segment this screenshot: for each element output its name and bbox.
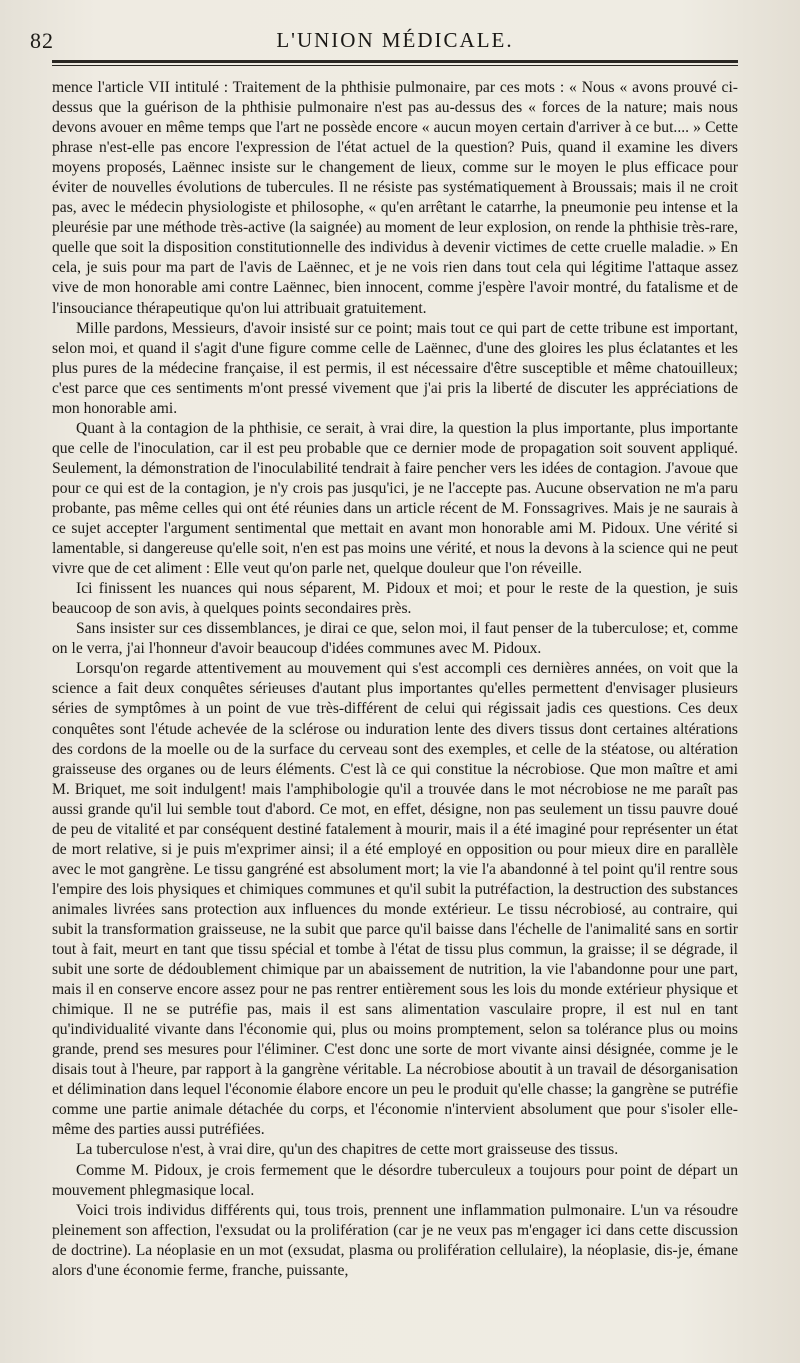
page-number: 82: [30, 28, 54, 53]
paragraph: Comme M. Pidoux, je crois fermement que le désordre tuberculeux a toujours pour point de départ un mouvement phlegmasique local.: [52, 1161, 738, 1199]
paragraph: Ici finissent les nuances qui nous séparent, M. Pidoux et moi; et pour le reste de la question, je suis beaucoop de son avis, à quelques points secondaires près.: [52, 580, 738, 618]
article-body: [52, 78, 738, 1281]
paragraph: Voici trois individus différents qui, tous trois, prennent une inflammation pulmonaire. L'un va résoudre pleinement son affection, l'exsudat ou la prolifération (car je ne veux pas m'engager ici dans cette discussion de doctrine). La néoplasie en un mot (exsudat, plasma ou prolifération cellulaire), la néoplasie, dis-je, émane alors d'une économie ferme, franche, puissante,: [52, 1201, 738, 1279]
paragraph: Mille pardons, Messieurs, d'avoir insisté sur ce point; mais tout ce qui part de cette tribune est important, selon moi, et quand il s'agit d'une figure comme celle de Laënnec, d'une des gloires les plus éclatantes et les plus pures de la médecine française, il est permis, il est nécessaire d'être susceptible et même chatouilleux; c'est parce que ces sentiments m'ont pressé vivement que j'ai pris la liberté de discuter les appréciations de mon honorable ami.: [52, 319, 738, 417]
paragraph: mence l'article VII intitulé : Traitement de la phthisie pulmonaire, par ces mots : « Nous « avons prouvé ci-dessus que la guérison de la phthisie pulmonaire n'est pas au-dessus des « forces de la nature; mais nous devons avouer en même temps que l'art ne possède encore « aucun moyen certain d'arriver à ce but.... » Cette phrase n'est-elle pas encore l'expression de l'état actuel de la question? Puis, quand il examine les divers moyens proposés, Laënnec insiste sur le changement de lieux, comme sur le moyen le plus efficace pour éviter de nouvelles évolutions de tubercules. Il ne résiste pas systématiquement à Broussais; mais il ne croit pas, avec le médecin physiologiste et philosophe, « qu'en arrêtant le catarrhe, la pneumonie peu intense et la pleurésie par une méthode très-active (la saignée) au moment de leur explosion, on rende la phthisie très-rare, quelle que soit la disposition constitutionnelle des individus à devenir victimes de cette cruelle maladie. » En cela, je suis pour ma part de l'avis de Laënnec, et je ne vois rien dans tout cela qui légitime l'attaque assez vive de mon honorable ami contre Laënnec, bien innocent, comme j'espère l'avoir montré, du fatalisme et de l'insouciance thérapeutique qu'on lui attribuait gratuitement.: [52, 79, 738, 317]
paragraph: Lorsqu'on regarde attentivement au mouvement qui s'est accompli ces dernières années, on voit que la science a fait deux conquêtes sérieuses d'autant plus importantes qu'elles permettent d'envisager plusieurs séries de symptômes à un point de vue très-différent de celui qui régissait jadis ces questions. Ces deux conquêtes sont l'étude achevée de la sclérose ou induration lente des divers tissus dont certaines altérations des cordons de la moelle ou de la surface du cerveau sont des exemples, et celle de la stéatose, ou altération graisseuse des organes ou de leurs éléments. C'est là ce qui constitue la nécrobiose. Que mon maître et ami M. Briquet, me soit indulgent! mais l'amphibologie qu'il a trouvée dans le mot nécrobiose ne me paraît pas aussi grande qu'il lui semble tout d'abord. Ce mot, en effet, désigne, non pas seulement un tissu pauvre doué de peu de vitalité et par conséquent destiné fatalement à mourir, mais il a été imaginé pour représenter un état de mort relative, si je puis m'exprimer ainsi; il a été employé en opposition ou pour mieux dire en parallèle avec le mot gangrène. Le tissu gangréné est absolument mort; la vie l'a abandonné à tel point qu'il rentre sous l'empire des lois physiques et chimiques communes et qu'il subit la putréfaction, la destruction des substances animales livrées sans protection aux influences du monde extérieur. Le tissu nécrobiosé, au contraire, qui subit la transformation graisseuse, ne la subit que parce qu'il baisse dans l'échelle de l'animalité sans en sortir tout à fait, meurt en tant que tissu spécial et tombe à l'état de tissu plus commun, la graisse; il se dégrade, il subit une sorte de dédoublement chimique par un abaissement de nutrition, la vie l'abandonne pour une part, mais il en conserve encore assez pour ne pas rentrer entièrement sous les lois du monde extérieur physique et chimique. Il ne se putréfie pas, mais il est sans alimentation vasculaire propre, il est nul en tant qu'individualité vivante dans l'économie qui, plus ou moins promptement, selon sa tolérance plus ou moins grande, prend ses mesures pour l'éliminer. C'est donc une sorte de mort vivante ainsi désignée, comme je le disais tout à l'heure, par rapport à la gangrène véritable. La nécrobiose aboutit à un travail de désorganisation et délimination dans lequel l'économie élabore encore un peu le produit qu'elle chasse; la gangrène se putréfie comme une partie animale détachée du corps, et l'économie n'intervient absolument que pour s'isoler elle-même des parties aussi putréfiées.: [52, 660, 738, 1139]
paragraph: Sans insister sur ces dissemblances, je dirai ce que, selon moi, il faut penser de la tuberculose; et, comme on le verra, j'ai l'honneur d'avoir beaucoup d'idées communes avec M. Pidoux.: [52, 620, 738, 658]
header-rule: [52, 65, 738, 66]
page-header: [30, 26, 738, 63]
running-title: L'UNION MÉDICALE.: [276, 28, 514, 52]
paragraph: Quant à la contagion de la phthisie, ce serait, à vrai dire, la question la plus importante, plus importante que celle de l'inoculation, car il est peu probable que ce dernier mode de propagation soit souvent appliqué. Seulement, la démonstration de l'inoculabilité tendrait à faire pencher vers les idées de contagion. J'avoue que pour ce qui est de la contagion, je n'y crois pas jusqu'ici, je ne l'accepte pas. Aucune observation ne m'a paru probante, pas même celles qui ont été réunies dans un article récent de M. Fonssagrives. Mais je ne saurais à ce sujet accepter l'argument sentimental que mettait en avant mon honorable ami M. Pidoux. Une vérité si lamentable, si dangereuse qu'elle soit, n'en est pas moins une vérité, et nous la devons à la science qui ne peut vivre que de cet aliment : Elle veut qu'on parle net, quelque douleur que l'on réveille.: [52, 419, 738, 578]
paragraph: La tuberculose n'est, à vrai dire, qu'un des chapitres de cette mort graisseuse des tissus.: [76, 1141, 619, 1159]
